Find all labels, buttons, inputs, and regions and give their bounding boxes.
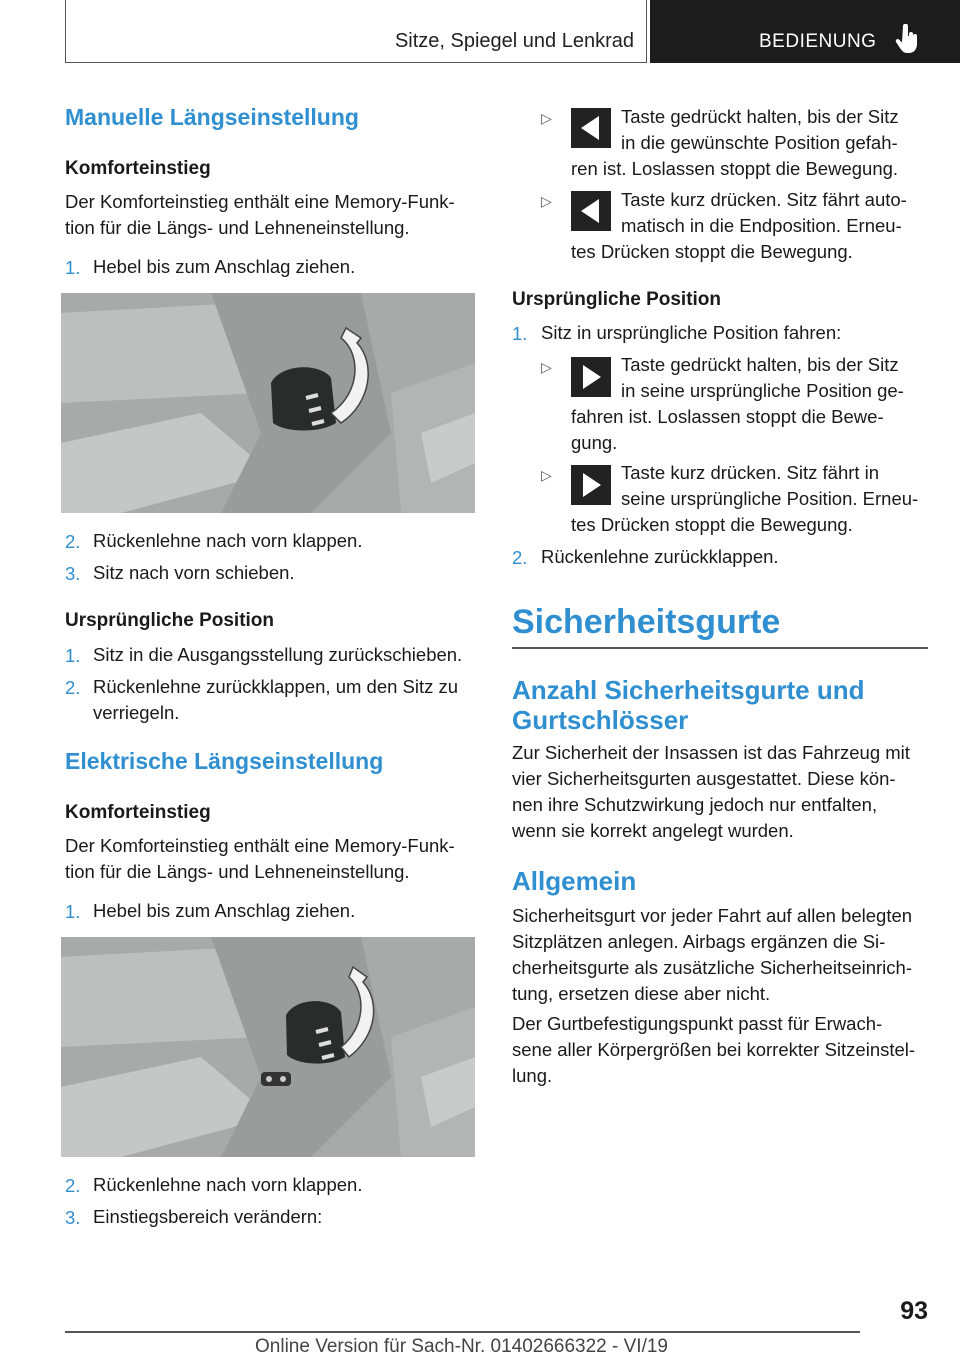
bullet-text: seine ursprüngliche Position. Erneu- (621, 488, 919, 509)
heading-seat-belts: Sicherheitsgurte (512, 603, 781, 641)
step-text: Sitz in ursprüngliche Position fahren: (541, 322, 842, 343)
heading-line: Gurtschlösser (512, 705, 689, 735)
button-back-icon (571, 108, 611, 148)
paragraph-line: tung, ersetzen diese aber nicht. (512, 983, 771, 1004)
bullet-arrow: ▷ (541, 467, 552, 483)
bullet-text: Taste kurz drücken. Sitz fährt auto- (621, 189, 907, 210)
paragraph-line: Der Komforteinstieg enthält eine Memory-Funk- (65, 191, 455, 212)
paragraph-line: nen ihre Schutzwirkung jedoch nur entfalten, (512, 794, 878, 815)
paragraph-line: Zur Sicherheit der Insassen ist das Fahrzeug mit (512, 742, 910, 763)
footer-rule (65, 1331, 860, 1333)
step-text: Sitz in die Ausgangsstellung zurückschieben. (93, 644, 463, 665)
step-text: Hebel bis zum Anschlag ziehen. (93, 900, 356, 921)
button-back-icon (571, 191, 611, 231)
heading-general: Allgemein (512, 866, 637, 896)
heading-electric-adjustment: Elektrische Längseinstellung (65, 748, 384, 774)
step-number: 2. (65, 1175, 81, 1196)
step-number: 2. (512, 547, 528, 568)
step-number: 3. (65, 1207, 81, 1228)
header-section-box (65, 0, 647, 63)
bullet-text: in seine ursprüngliche Position ge- (621, 380, 904, 401)
step-text: Rückenlehne nach vorn klappen. (93, 1174, 363, 1195)
hand-pointer-icon (895, 24, 921, 54)
paragraph-line: Der Komforteinstieg enthält eine Memory-Funk- (65, 835, 455, 856)
step-number: 1. (512, 323, 528, 344)
bullet-arrow: ▷ (541, 110, 552, 126)
bullet-arrow: ▷ (541, 359, 552, 375)
bullet-text: tes Drücken stoppt die Bewegung. (571, 514, 853, 535)
step-text: Sitz nach vorn schieben. (93, 562, 295, 583)
step-number: 3. (65, 563, 81, 584)
step-text: Rückenlehne nach vorn klappen. (93, 530, 363, 551)
button-forward-icon (571, 357, 611, 397)
lever-photo-electric (61, 937, 475, 1157)
bullet-text: fahren ist. Loslassen stoppt die Bewe- (571, 406, 884, 427)
bullet-arrow: ▷ (541, 193, 552, 209)
header-section-title: Sitze, Spiegel und Lenkrad (394, 30, 634, 52)
bullet-text: gung. (571, 432, 618, 453)
subheading-comfort-entry: Komforteinstieg (65, 158, 211, 179)
paragraph-line: cherheitsgurte als zusätzliche Sicherheitseinrich- (512, 957, 912, 978)
paragraph-line: sene aller Körpergrößen bei korrekter Sitzeinstel- (512, 1039, 916, 1060)
step-number: 1. (65, 901, 81, 922)
step-text: Hebel bis zum Anschlag ziehen. (93, 256, 356, 277)
page-number: 93 (900, 1297, 928, 1325)
footer-text: Online Version für Sach-Nr. 01402666322 - VI/19 (255, 1336, 668, 1357)
paragraph-line: tion für die Längs- und Lehneneinstellung. (65, 861, 410, 882)
subheading-original-position: Ursprüngliche Position (65, 610, 275, 631)
paragraph-line: Sitzplätzen anlegen. Airbags ergänzen die Si- (512, 931, 886, 952)
paragraph-line: lung. (512, 1065, 553, 1086)
step-number: 1. (65, 257, 81, 278)
bullet-text: Taste gedrückt halten, bis der Sitz (621, 354, 899, 375)
header-chapter-title: BEDIENUNG (759, 31, 877, 52)
step-text: verriegeln. (93, 702, 180, 723)
subheading-comfort-entry: Komforteinstieg (65, 802, 211, 823)
paragraph-line: vier Sicherheitsgurten ausgestattet. Diese kön- (512, 768, 896, 789)
paragraph-line: wenn sie korrekt angelegt wurden. (512, 820, 794, 841)
paragraph-line: Der Gurtbefestigungspunkt passt für Erwach- (512, 1013, 883, 1034)
header-chapter-box (650, 0, 960, 63)
step-number: 1. (65, 645, 81, 666)
step-text: Rückenlehne zurückklappen. (541, 546, 779, 567)
button-forward-icon (571, 465, 611, 505)
heading-underline (512, 647, 928, 649)
bullet-text: ren ist. Loslassen stoppt die Bewegung. (571, 158, 899, 179)
heading-manual-adjustment: Manuelle Längseinstellung (65, 104, 359, 130)
bullet-text: matisch in die Endposition. Erneu- (621, 215, 902, 236)
step-number: 2. (65, 531, 81, 552)
bullet-text: Taste kurz drücken. Sitz fährt in (621, 462, 880, 483)
heading-line: Anzahl Sicherheitsgurte und (512, 675, 865, 705)
bullet-text: in die gewünschte Position gefah- (621, 132, 898, 153)
heading-belt-count (512, 675, 930, 735)
paragraph-line: tion für die Längs- und Lehneneinstellung. (65, 217, 410, 238)
step-text: Rückenlehne zurückklappen, um den Sitz zu (93, 676, 459, 697)
lever-photo (61, 293, 475, 513)
subheading-original-position: Ursprüngliche Position (512, 289, 722, 310)
step-text: Einstiegsbereich verändern: (93, 1206, 323, 1227)
bullet-text: tes Drücken stoppt die Bewegung. (571, 241, 853, 262)
paragraph-line: Sicherheitsgurt vor jeder Fahrt auf allen belegten (512, 905, 913, 926)
bullet-text: Taste gedrückt halten, bis der Sitz (621, 106, 899, 127)
step-number: 2. (65, 677, 81, 698)
